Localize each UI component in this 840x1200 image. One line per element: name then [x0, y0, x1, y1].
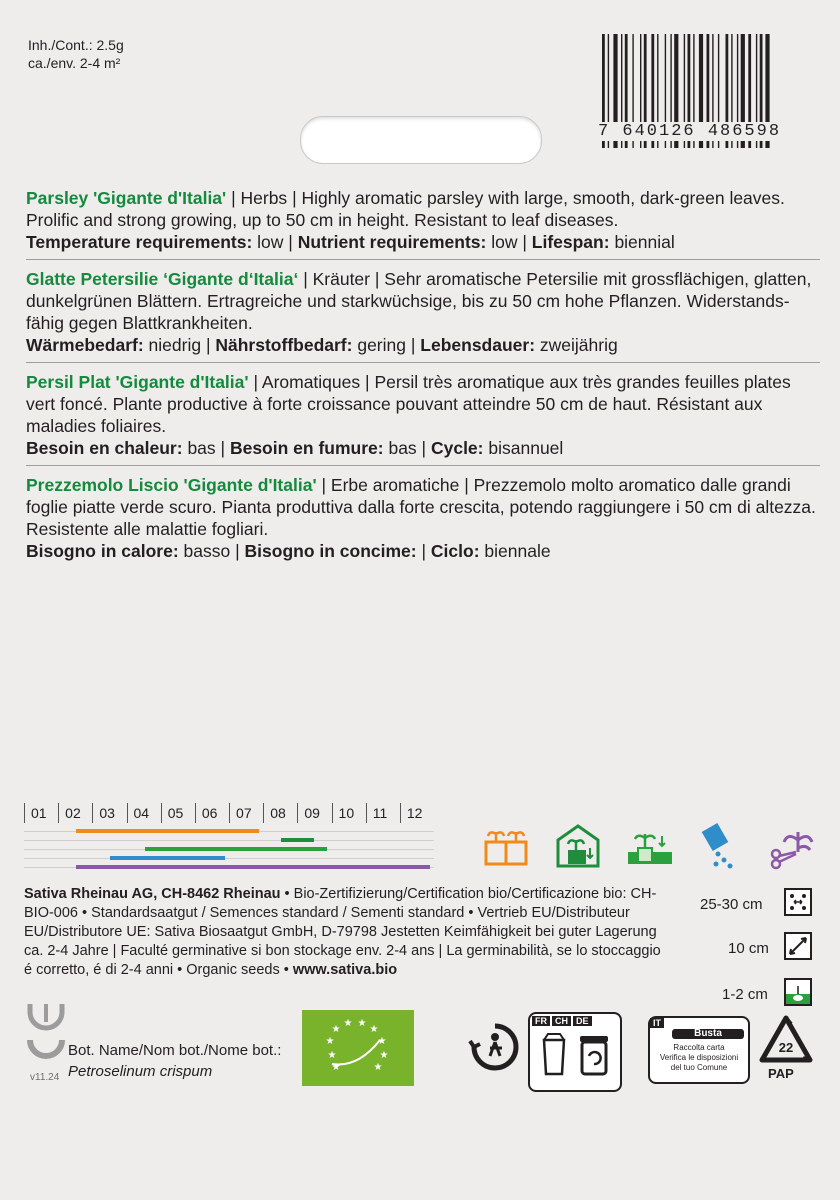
- sowing-depth-value: 1-2 cm: [722, 986, 768, 1003]
- month-label: 07: [229, 803, 263, 823]
- calendar-legend-icons: [480, 822, 810, 872]
- eu-star-icon: ★: [331, 1024, 341, 1035]
- prop-label: Besoin en chaleur:: [26, 438, 183, 458]
- prop-value: gering: [357, 335, 406, 355]
- prop-label: Temperature requirements:: [26, 232, 253, 252]
- prop-value: bas: [388, 438, 417, 458]
- growing-calendar: [24, 803, 434, 871]
- category: Aromatiques: [261, 372, 361, 392]
- category: Kräuter: [312, 269, 370, 289]
- eu-star-icon: ★: [377, 1036, 387, 1047]
- prop-value: bisannuel: [488, 438, 564, 458]
- company-name: Sativa Rheinau AG, CH-8462 Rheinau: [24, 886, 281, 902]
- month-label: 08: [263, 803, 297, 823]
- calendar-bar: [110, 856, 225, 860]
- calendar-bar: [76, 829, 259, 833]
- eu-organic-leaf-logo-icon: [302, 1010, 414, 1086]
- seedling-tray-icon: [480, 822, 532, 870]
- prop-label: Ciclo:: [430, 541, 480, 561]
- barcode-number: 7 640126 486598: [598, 122, 818, 141]
- prop-value: biennial: [614, 232, 675, 252]
- eu-star-icon: ★: [369, 1024, 379, 1035]
- prop-label: Lifespan:: [531, 232, 610, 252]
- variety-name: Glatte Petersilie ‘Gigante d‘Italia‘: [26, 269, 299, 289]
- section-french: Persil Plat 'Gigante d'Italia' | Aromatiques | Persil très aromatique aux très grandes feuilles plates vert foncé. Plante productive à forte croissance pouvant atteindre 50 cm de haut. Résistant aux maladies foliaires. Besoin en chaleur: bas | Besoin en fumure: bas | Cycle: bisannuel: [26, 363, 820, 466]
- paper-bin-icon: [576, 1032, 612, 1078]
- eu-star-icon: ★: [325, 1036, 335, 1047]
- busta-line3: del tuo Comune: [670, 1063, 728, 1072]
- eu-star-icon: ★: [373, 1062, 383, 1073]
- eu-star-icon: ★: [379, 1050, 389, 1061]
- sorting-info-box: [528, 1012, 622, 1092]
- prop-label: Cycle:: [430, 438, 484, 458]
- prop-label: Nährstoffbedarf:: [215, 335, 353, 355]
- website-link[interactable]: www.sativa.bio: [292, 962, 398, 978]
- transplant-icon: [624, 822, 676, 870]
- country-tag: CH: [552, 1016, 571, 1026]
- month-label: 06: [195, 803, 229, 823]
- version-label: v11.24: [30, 1072, 60, 1083]
- harvest-scissors-icon: [768, 822, 820, 870]
- country-tag: DE: [573, 1016, 592, 1026]
- description: Highly aromatic parsley with large, smooth, dark-green leaves. Prolific and strong growing, up to 50 cm in height. Resistant to leaf diseases.: [26, 188, 785, 230]
- month-label: 01: [24, 803, 58, 823]
- sativa-logo-icon: [26, 1002, 66, 1064]
- month-label: 12: [400, 803, 434, 823]
- month-label: 04: [127, 803, 161, 823]
- recycling-labels: [468, 1008, 828, 1088]
- certification-text: • Bio-Zertifizierung/Certification bio/Certificazione bio: CH-BIO-006 • Standardsaatgut / Semences standard / Sementi standard • Vertrieb EU/Distributeur EU/Distributore UE: Sativa Biosaatgut GmbH, D-79798 Jestetten Keimfähigkeit bei guter Lagerung ca. 2-4 Jahre | Faculté germinative si bon stockage env. 2-4 ans | La germinabilità, se lo stoccaggio é corretto, é di 2-4 anni • Organic seeds •: [24, 886, 661, 978]
- month-label: 11: [366, 803, 400, 823]
- variety-name: Prezzemolo Liscio 'Gigante d'Italia': [26, 475, 317, 495]
- busta-line2: Verifica le disposizioni: [659, 1053, 739, 1062]
- month-label: 05: [161, 803, 195, 823]
- italy-disposal-box: [648, 1016, 750, 1084]
- package-info: [28, 36, 124, 72]
- prop-value: low: [491, 232, 518, 252]
- month-header: [24, 803, 434, 823]
- prop-label: Wärmebedarf:: [26, 335, 144, 355]
- calendar-bar: [145, 847, 328, 851]
- calendar-track: [24, 840, 434, 841]
- variety-name: Persil Plat 'Gigante d'Italia': [26, 372, 249, 392]
- prop-label: Nutrient requirements:: [297, 232, 487, 252]
- sowing-depth-icon: [784, 978, 812, 1006]
- greenhouse-icon: [552, 822, 604, 870]
- plant-distance-icon: [784, 932, 812, 960]
- description: Persil très aromatique aux très grandes feuilles plates vert foncé. Plante productive à forte croissance pouvant atteindre 50 cm de haut. Résistant aux maladies foliaires.: [26, 372, 791, 436]
- paper-bag-icon: [540, 1032, 568, 1076]
- prop-value: niedrig: [148, 335, 202, 355]
- description: Prezzemolo molto aromatico dalle grandi foglie piatte verde scuro. Pianta produttiva dalla forte crescita, potendo raggiungere i 50 cm di altezza. Resistente alle malattie fogliari.: [26, 475, 816, 539]
- triman-recycle-icon: [468, 1020, 522, 1074]
- prop-value: bas: [187, 438, 216, 458]
- botanical-label: Bot. Name/Nom bot./Nome bot.:: [68, 1042, 282, 1059]
- company-info: [24, 885, 670, 980]
- pap-label: PAP: [768, 1066, 794, 1081]
- variety-name: Parsley 'Gigante d'Italia': [26, 188, 227, 208]
- country-tag: FR: [532, 1016, 550, 1026]
- botanical-name: [68, 1040, 281, 1082]
- pap-number: 22: [778, 1040, 794, 1055]
- description: Sehr aromatische Petersilie mit grossflächigen, glatten, dunkelgrünen Blättern. Ertragreiche und starkwüchsige, bis zu 50 cm hohe Pflanzen. Widerstands-fähig gegen Blattkrankheiten.: [26, 269, 812, 333]
- eu-star-icon: ★: [327, 1050, 337, 1061]
- prop-label: Bisogno in concime:: [244, 541, 417, 561]
- busta-line1: Raccolta carta: [673, 1043, 725, 1052]
- content-weight: Inh./Cont.: 2.5g: [28, 37, 124, 53]
- prop-value: basso: [183, 541, 231, 561]
- coverage-area: ca./env. 2-4 m²: [28, 55, 121, 71]
- eu-star-icon: ★: [343, 1018, 353, 1029]
- prop-value: low: [257, 232, 284, 252]
- section-italian: Prezzemolo Liscio 'Gigante d'Italia' | Erbe aromatiche | Prezzemolo molto aromatico dalle grandi foglie piatte verde scuro. Pianta produttiva dalla forte crescita, potendo raggiungere i 50 cm di altezza. Resistente alle malattie fogliari. Bisogno in calore: basso | Bisogno in concime: | Ciclo: biennale: [26, 475, 816, 561]
- latin-name: Petroselinum crispum: [68, 1063, 213, 1080]
- month-label: 03: [92, 803, 126, 823]
- calendar-track: [24, 858, 434, 859]
- prop-value: biennale: [484, 541, 551, 561]
- eu-leaf-stem: [332, 1040, 380, 1065]
- month-label: 09: [297, 803, 331, 823]
- busta-title: Busta: [672, 1029, 744, 1039]
- calendar-bar: [281, 838, 314, 842]
- row-spacing-icon: [784, 888, 812, 916]
- month-label: 10: [332, 803, 366, 823]
- plant-distance-value: 10 cm: [728, 940, 769, 957]
- row-spacing-value: 25-30 cm: [700, 896, 763, 913]
- prop-value: zweijährig: [539, 335, 618, 355]
- calendar-bars: [24, 827, 434, 871]
- eu-star-icon: ★: [331, 1062, 341, 1073]
- section-english: Parsley 'Gigante d'Italia' | Herbs | Highly aromatic parsley with large, smooth, dark-green leaves. Prolific and strong growing, up to 50 cm in height. Resistant to leaf diseases. Temperature requirements: low | Nutrient requirements: low | Lifespan: biennial: [26, 184, 820, 260]
- section-german: Glatte Petersilie ‘Gigante d‘Italia‘ | Kräuter | Sehr aromatische Petersilie mit grossflächigen, glatten, dunkelgrünen Blättern. Ertragreiche und starkwüchsige, bis zu 50 cm hohe Pflanzen. Widerstands-fähig gegen Blattkrankheiten. Wärmebedarf: niedrig | Nährstoffbedarf: gering | Lebensdauer: zweijährig: [26, 260, 820, 363]
- pap-recycling-triangle-icon: [758, 1014, 814, 1068]
- month-label: 02: [58, 803, 92, 823]
- watering-sowing-icon: [696, 822, 748, 870]
- category: Herbs: [240, 188, 288, 208]
- variety-descriptions: [26, 184, 820, 568]
- prop-label: Besoin en fumure:: [229, 438, 384, 458]
- prop-label: Bisogno in calore:: [26, 541, 179, 561]
- calendar-bar: [76, 865, 430, 869]
- eu-star-icon: ★: [357, 1018, 367, 1029]
- prop-label: Lebensdauer:: [420, 335, 536, 355]
- category: Erbe aromatiche: [330, 475, 460, 495]
- it-tag: IT: [650, 1018, 664, 1028]
- hanging-hole: [300, 116, 542, 164]
